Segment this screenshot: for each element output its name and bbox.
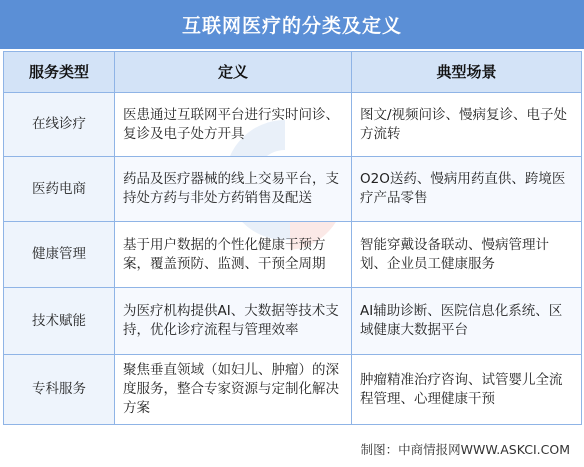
header-definition: 定义 (115, 52, 352, 93)
table-header-row (4, 52, 582, 93)
header-scene: 典型场景 (352, 52, 582, 93)
header-service-type: 服务类型 (4, 52, 115, 93)
cell-definition: 为医疗机构提供AI、大数据等技术支持，优化诊疗流程与管理效率 (115, 288, 352, 355)
table-row (4, 355, 582, 425)
cell-scene: AI辅助诊断、医院信息化系统、区域健康大数据平台 (352, 288, 582, 355)
table-row (4, 222, 582, 288)
page-title: 互联网医疗的分类及定义 (0, 0, 584, 49)
table-row (4, 157, 582, 222)
cell-scene: 智能穿戴设备联动、慢病管理计划、企业员工健康服务 (352, 222, 582, 288)
cell-scene: 图文/视频问诊、慢病复诊、电子处方流转 (352, 93, 582, 157)
cell-service-type: 技术赋能 (4, 288, 115, 355)
cell-scene: O2O送药、慢病用药直供、跨境医疗产品零售 (352, 157, 582, 222)
cell-scene: 肿瘤精准治疗咨询、试管婴儿全流程管理、心理健康干预 (352, 355, 582, 425)
source-credit: 制图：中商情报网WWW.ASKCI.COM (360, 442, 570, 457)
cell-service-type: 在线诊疗 (4, 93, 115, 157)
cell-definition: 药品及医疗器械的线上交易平台，支持处方药与非处方药销售及配送 (115, 157, 352, 222)
table-row (4, 93, 582, 157)
cell-service-type: 医药电商 (4, 157, 115, 222)
cell-service-type: 健康管理 (4, 222, 115, 288)
cell-definition: 医患通过互联网平台进行实时问诊、复诊及电子处方开具 (115, 93, 352, 157)
cell-service-type: 专科服务 (4, 355, 115, 425)
table-row (4, 288, 582, 355)
cell-definition: 基于用户数据的个性化健康干预方案，覆盖预防、监测、干预全周期 (115, 222, 352, 288)
cell-definition: 聚焦垂直领域（如妇儿、肿瘤）的深度服务，整合专家资源与定制化解决方案 (115, 355, 352, 425)
classification-table (3, 51, 582, 425)
